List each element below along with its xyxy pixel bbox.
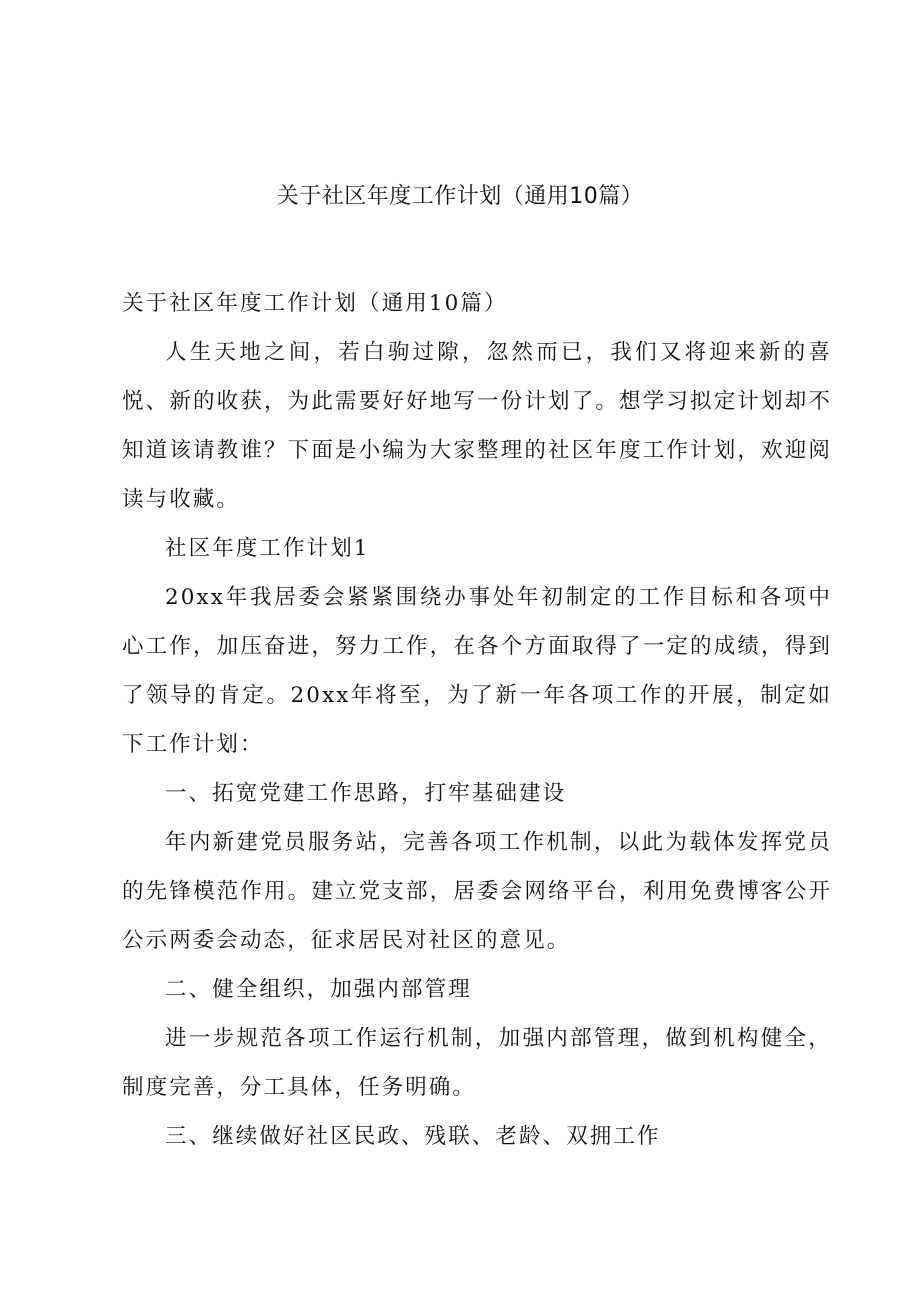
section-heading-party-building: 一、拓宽党建工作思路，打牢基础建设 [165,781,567,806]
paragraph-intro: 人生天地之间，若白驹过隙，忽然而已，我们又将迎来新的喜悦、新的收获，为此需要好好地写一份计划了。想学习拟定计划却不知道该请教谁？下面是小编为大家整理的社区年度工作计划，欢迎阅读与收藏。 [122,340,832,512]
paragraph-plan-overview: 20xx年我居委会紧紧围绕办事处年初制定的工作目标和各项中心工作，加压奋进，努力工作，在各个方面取得了一定的成绩，得到了领导的肯定。20xx年将至，为了新一年各项工作的开展，制定如下工作计划： [122,585,832,757]
document-title: 关于社区年度工作计划（通用10篇） [276,184,644,209]
document-body [122,279,832,1161]
paragraph-party-building: 年内新建党员服务站，完善各项工作机制，以此为载体发挥党员的先锋模范作用。建立党支部，居委会网络平台，利用免费博客公开公示两委会动态，征求居民对社区的意见。 [122,830,832,953]
section-heading-civil-affairs: 三、继续做好社区民政、残联、老龄、双拥工作 [165,1124,661,1149]
paragraph-heading: 关于社区年度工作计划（通用10篇） [122,291,508,316]
section-heading-plan-1: 社区年度工作计划1 [165,536,370,561]
paragraph-organization: 进一步规范各项工作运行机制，加强内部管理，做到机构健全，制度完善，分工具体，任务明确。 [122,1026,832,1100]
section-heading-organization: 二、健全组织，加强内部管理 [165,977,472,1002]
